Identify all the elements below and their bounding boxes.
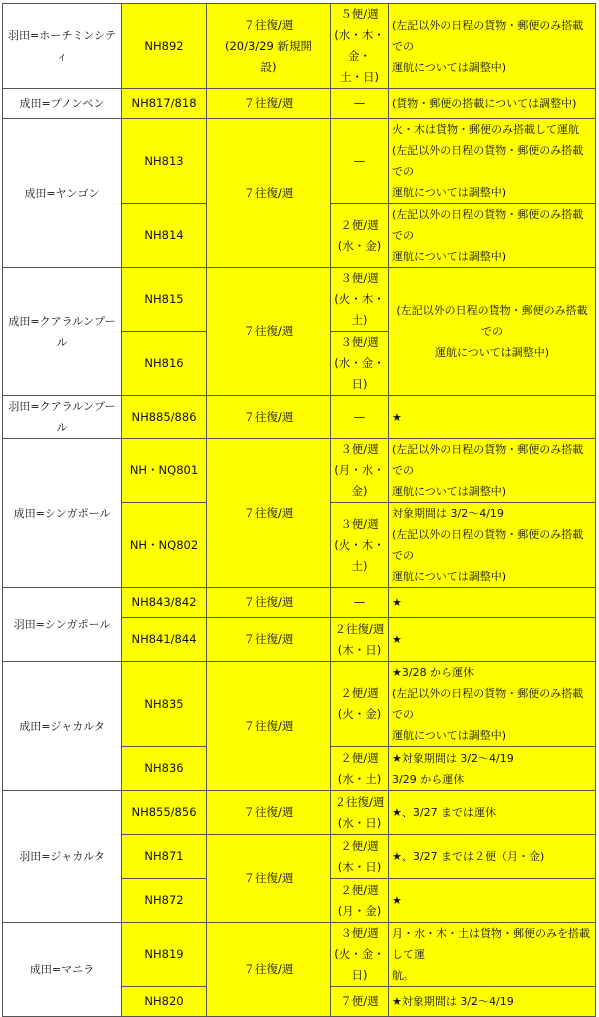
table-row [3,89,596,119]
days-line: (火・木・土) [334,537,385,573]
remarks-line: ★対象期間は 3/2～4/19 [392,751,514,765]
route-cell: 成田=シンガポール [3,439,122,588]
operating-days-cell [331,662,389,747]
flight-number-cell: NH885/886 [122,396,207,439]
remarks-line: 運航については調整中) [392,485,507,498]
days-line: ２便/週 [340,686,379,700]
days-line: ３便/週 [340,335,379,349]
flight-number-cell: NH835 [122,662,207,747]
remarks-line: (左記以外の日程の貨物・郵便のみ搭載での [392,208,584,242]
remarks-cell [389,119,596,204]
remarks-line: (左記以外の日程の貨物・郵便のみ搭載での [396,304,588,338]
remarks-cell [389,439,596,503]
table-row [3,439,596,503]
table-row [3,588,596,618]
remarks-cell: ★ [389,396,596,439]
days-line: (水・日) [337,815,382,830]
route-cell: 羽田=ジャカルタ [3,791,122,923]
remarks-cell: ★、3/27 までは２便（月・金) [389,835,596,879]
days-line: (月・金) [337,903,382,918]
flight-number-cell: NH836 [122,747,207,791]
remarks-line: 運航については調整中) [392,570,507,583]
operating-days-cell [331,204,389,268]
remarks-cell: (貨物・郵便の搭載については調整中) [389,89,596,119]
table-row [3,662,596,747]
table-row [3,119,596,204]
route-cell: 成田=マニラ [3,923,122,1017]
days-line: ２往復/週 [334,794,385,809]
operating-days-cell: ７便/週 [331,987,389,1017]
frequency-cell: ７往復/週 [207,618,331,662]
operating-days-cell [331,4,389,89]
remarks-line: 航。 [392,969,414,982]
days-line: ３便/週 [340,516,379,531]
remarks-line: 運航については調整中) [392,186,507,199]
days-line: (火・木・土) [334,292,385,327]
days-line: ２往復/週 [334,621,385,636]
flight-number-cell: NH843/842 [122,588,207,618]
table-row [3,268,596,332]
remarks-line: 3/29 から運休 [392,772,465,786]
operating-days-cell: — [331,588,389,618]
route-cell: 成田=クアラルンプール [3,268,122,396]
days-line: (木・日) [337,642,382,657]
flight-number-cell: NH816 [122,332,207,396]
remarks-cell: ★対象期間は 3/2～4/19 [389,987,596,1017]
route-cell: 羽田=ホーチミンシティ [3,4,122,89]
frequency-cell: ７往復/週 [207,268,331,396]
frequency-cell: ７往復/週 [207,588,331,618]
operating-days-cell [331,923,389,987]
days-line: (水・金・日) [334,356,385,391]
days-line: (火・金・日) [334,947,385,982]
flight-number-cell: NH815 [122,268,207,332]
flight-number-cell: NH871 [122,835,207,879]
remarks-line: (左記以外の日程の貨物・郵便のみ搭載での [392,528,584,562]
remarks-cell [389,4,596,89]
flight-number-cell: NH855/856 [122,791,207,835]
operating-days-cell [331,268,389,332]
operating-days-cell [331,618,389,662]
days-line: (木・日) [337,859,382,874]
operating-days-cell: — [331,89,389,119]
days-line: (火・金) [337,707,382,721]
flight-number-cell: NH819 [122,923,207,987]
route-cell: 成田=ジャカルタ [3,662,122,791]
days-line: ３便/週 [340,926,379,940]
table-row [3,791,596,835]
flight-schedule-table [2,3,596,1017]
frequency-cell: ７往復/週 [207,791,331,835]
frequency-cell: ７往復/週 [207,439,331,588]
operating-days-cell [331,791,389,835]
days-line: ２便/週 [340,217,379,232]
remarks-line: 運航については調整中) [392,250,507,263]
flight-number-cell: NH814 [122,204,207,268]
remarks-cell [389,747,596,791]
operating-days-cell [331,879,389,923]
frequency-cell: ７往復/週 [207,89,331,119]
remarks-line: 月・水・木・土は貨物・郵便のみを搭載して運 [392,927,590,961]
frequency-cell: ７往復/週 [207,119,331,268]
frequency-cell: ７往復/週 [207,923,331,1017]
frequency-cell: ７往復/週 [207,835,331,923]
table-row [3,396,596,439]
frequency-line: (20/3/29 新規開 [225,38,312,53]
table-row [3,4,596,89]
days-line: (月・水・金) [334,463,385,498]
remarks-line: (左記以外の日程の貨物・郵便のみ搭載での [392,687,584,721]
operating-days-cell [331,439,389,503]
remarks-line: (左記以外の日程の貨物・郵便のみ搭載での [392,443,584,477]
route-cell: 羽田=クアラルンプール [3,396,122,439]
remarks-line: 火・木は貨物・郵便のみ搭載して運航 [392,123,579,136]
route-cell: 成田=プノンペン [3,89,122,119]
days-line: (水・土) [337,771,382,786]
operating-days-cell: — [331,119,389,204]
flight-number-cell: NH841/844 [122,618,207,662]
days-line: 土・日) [340,70,379,84]
days-line: ３便/週 [340,442,379,456]
table-row [3,923,596,987]
remarks-line: 運航については調整中) [392,60,507,74]
flight-number-cell: NH・NQ802 [122,503,207,588]
flight-number-cell: NH817/818 [122,89,207,119]
remarks-cell [389,268,596,396]
days-line: ２便/週 [340,882,379,897]
days-line: ３便/週 [340,271,379,285]
remarks-cell [389,503,596,588]
frequency-cell: ７往復/週 [207,396,331,439]
route-cell: 成田=ヤンゴン [3,119,122,268]
remarks-line: 対象期間は 3/2～4/19 [392,507,504,520]
frequency-cell [207,4,331,89]
days-line: (水・金) [337,238,382,253]
flight-number-cell: NH872 [122,879,207,923]
operating-days-cell [331,503,389,588]
days-line: (水・木・金・ [334,28,385,63]
route-cell: 羽田=シンガポール [3,588,122,662]
days-line: ２便/週 [340,838,379,853]
operating-days-cell: — [331,396,389,439]
operating-days-cell [331,332,389,396]
flight-number-cell: NH820 [122,987,207,1017]
remarks-line: 運航については調整中) [392,729,507,742]
remarks-cell [389,923,596,987]
remarks-cell: ★ [389,588,596,618]
frequency-cell: ７往復/週 [207,662,331,791]
remarks-cell: ★ [389,879,596,923]
remarks-cell: ★ [389,618,596,662]
frequency-line: ７往復/週 [243,17,294,32]
remarks-line: ★3/28 から運休 [392,666,475,679]
operating-days-cell [331,747,389,791]
operating-days-cell [331,835,389,879]
remarks-line: 運航については調整中) [434,346,550,359]
flight-number-cell: NH813 [122,119,207,204]
flight-number-cell: NH・NQ801 [122,439,207,503]
flight-number-cell: NH892 [122,4,207,89]
days-line: ２便/週 [340,750,379,765]
remarks-line: (左記以外の日程の貨物・郵便のみ搭載での [392,144,584,178]
remarks-cell [389,204,596,268]
remarks-cell [389,662,596,747]
days-line: ５便/週 [340,7,379,21]
remarks-line: (左記以外の日程の貨物・郵便のみ搭載での [392,18,584,53]
frequency-line: 設) [260,59,277,74]
remarks-cell: ★、3/27 までは運休 [389,791,596,835]
